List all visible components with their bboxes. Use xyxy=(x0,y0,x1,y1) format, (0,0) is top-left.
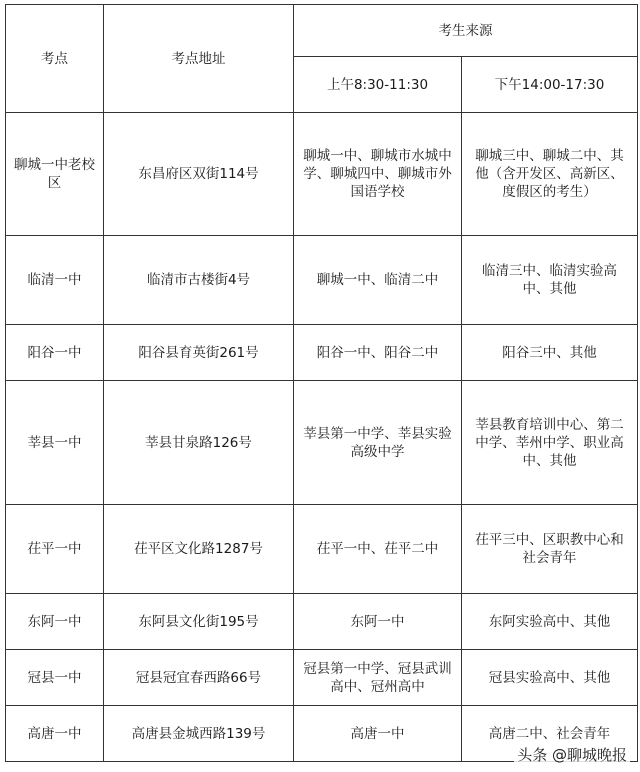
table-row xyxy=(6,650,638,706)
table-row xyxy=(6,236,638,325)
header-morning: 上午8:30-11:30 xyxy=(294,57,462,113)
cell-site: 高唐一中 xyxy=(6,706,104,762)
cell-address: 临清市古楼街4号 xyxy=(104,236,294,325)
cell-address: 东阿县文化街195号 xyxy=(104,594,294,650)
header-address: 考点地址 xyxy=(104,5,294,113)
header-site: 考点 xyxy=(6,5,104,113)
cell-site: 茌平一中 xyxy=(6,505,104,594)
cell-afternoon: 东阿实验高中、其他 xyxy=(462,594,638,650)
cell-afternoon: 高唐二中、社会青年 xyxy=(462,706,638,762)
header-row xyxy=(6,5,638,57)
cell-afternoon: 莘县教育培训中心、第二中学、莘州中学、职业高中、其他 xyxy=(462,381,638,505)
cell-morning: 莘县第一中学、莘县实验高级中学 xyxy=(294,381,462,505)
cell-site: 东阿一中 xyxy=(6,594,104,650)
cell-address: 阳谷县育英街261号 xyxy=(104,325,294,381)
cell-morning: 聊城一中、聊城市水城中学、聊城四中、聊城市外国语学校 xyxy=(294,113,462,236)
table-row xyxy=(6,505,638,594)
cell-address: 高唐县金城西路139号 xyxy=(104,706,294,762)
cell-site: 临清一中 xyxy=(6,236,104,325)
cell-site: 阳谷一中 xyxy=(6,325,104,381)
cell-afternoon: 茌平三中、区职教中心和社会青年 xyxy=(462,505,638,594)
cell-afternoon: 临清三中、临清实验高中、其他 xyxy=(462,236,638,325)
cell-site: 莘县一中 xyxy=(6,381,104,505)
cell-address: 茌平区文化路1287号 xyxy=(104,505,294,594)
header-afternoon: 下午14:00-17:30 xyxy=(462,57,638,113)
cell-afternoon: 聊城三中、聊城二中、其他（含开发区、高新区、度假区的考生） xyxy=(462,113,638,236)
exam-site-table xyxy=(5,4,638,762)
cell-address: 东昌府区双街114号 xyxy=(104,113,294,236)
cell-site: 聊城一中老校区 xyxy=(6,113,104,236)
cell-morning: 阳谷一中、阳谷二中 xyxy=(294,325,462,381)
table-row xyxy=(6,325,638,381)
table-row xyxy=(6,381,638,505)
cell-morning: 聊城一中、临清二中 xyxy=(294,236,462,325)
header-source: 考生来源 xyxy=(294,5,638,57)
cell-afternoon: 冠县实验高中、其他 xyxy=(462,650,638,706)
cell-afternoon: 阳谷三中、其他 xyxy=(462,325,638,381)
cell-morning: 冠县第一中学、冠县武训高中、冠州高中 xyxy=(294,650,462,706)
cell-address: 莘县甘泉路126号 xyxy=(104,381,294,505)
table-row xyxy=(6,113,638,236)
table-row xyxy=(6,594,638,650)
cell-morning: 茌平一中、茌平二中 xyxy=(294,505,462,594)
cell-site: 冠县一中 xyxy=(6,650,104,706)
cell-morning: 高唐一中 xyxy=(294,706,462,762)
watermark: 头条 @聊城晚报 xyxy=(514,743,630,766)
cell-address: 冠县冠宜春西路66号 xyxy=(104,650,294,706)
cell-morning: 东阿一中 xyxy=(294,594,462,650)
